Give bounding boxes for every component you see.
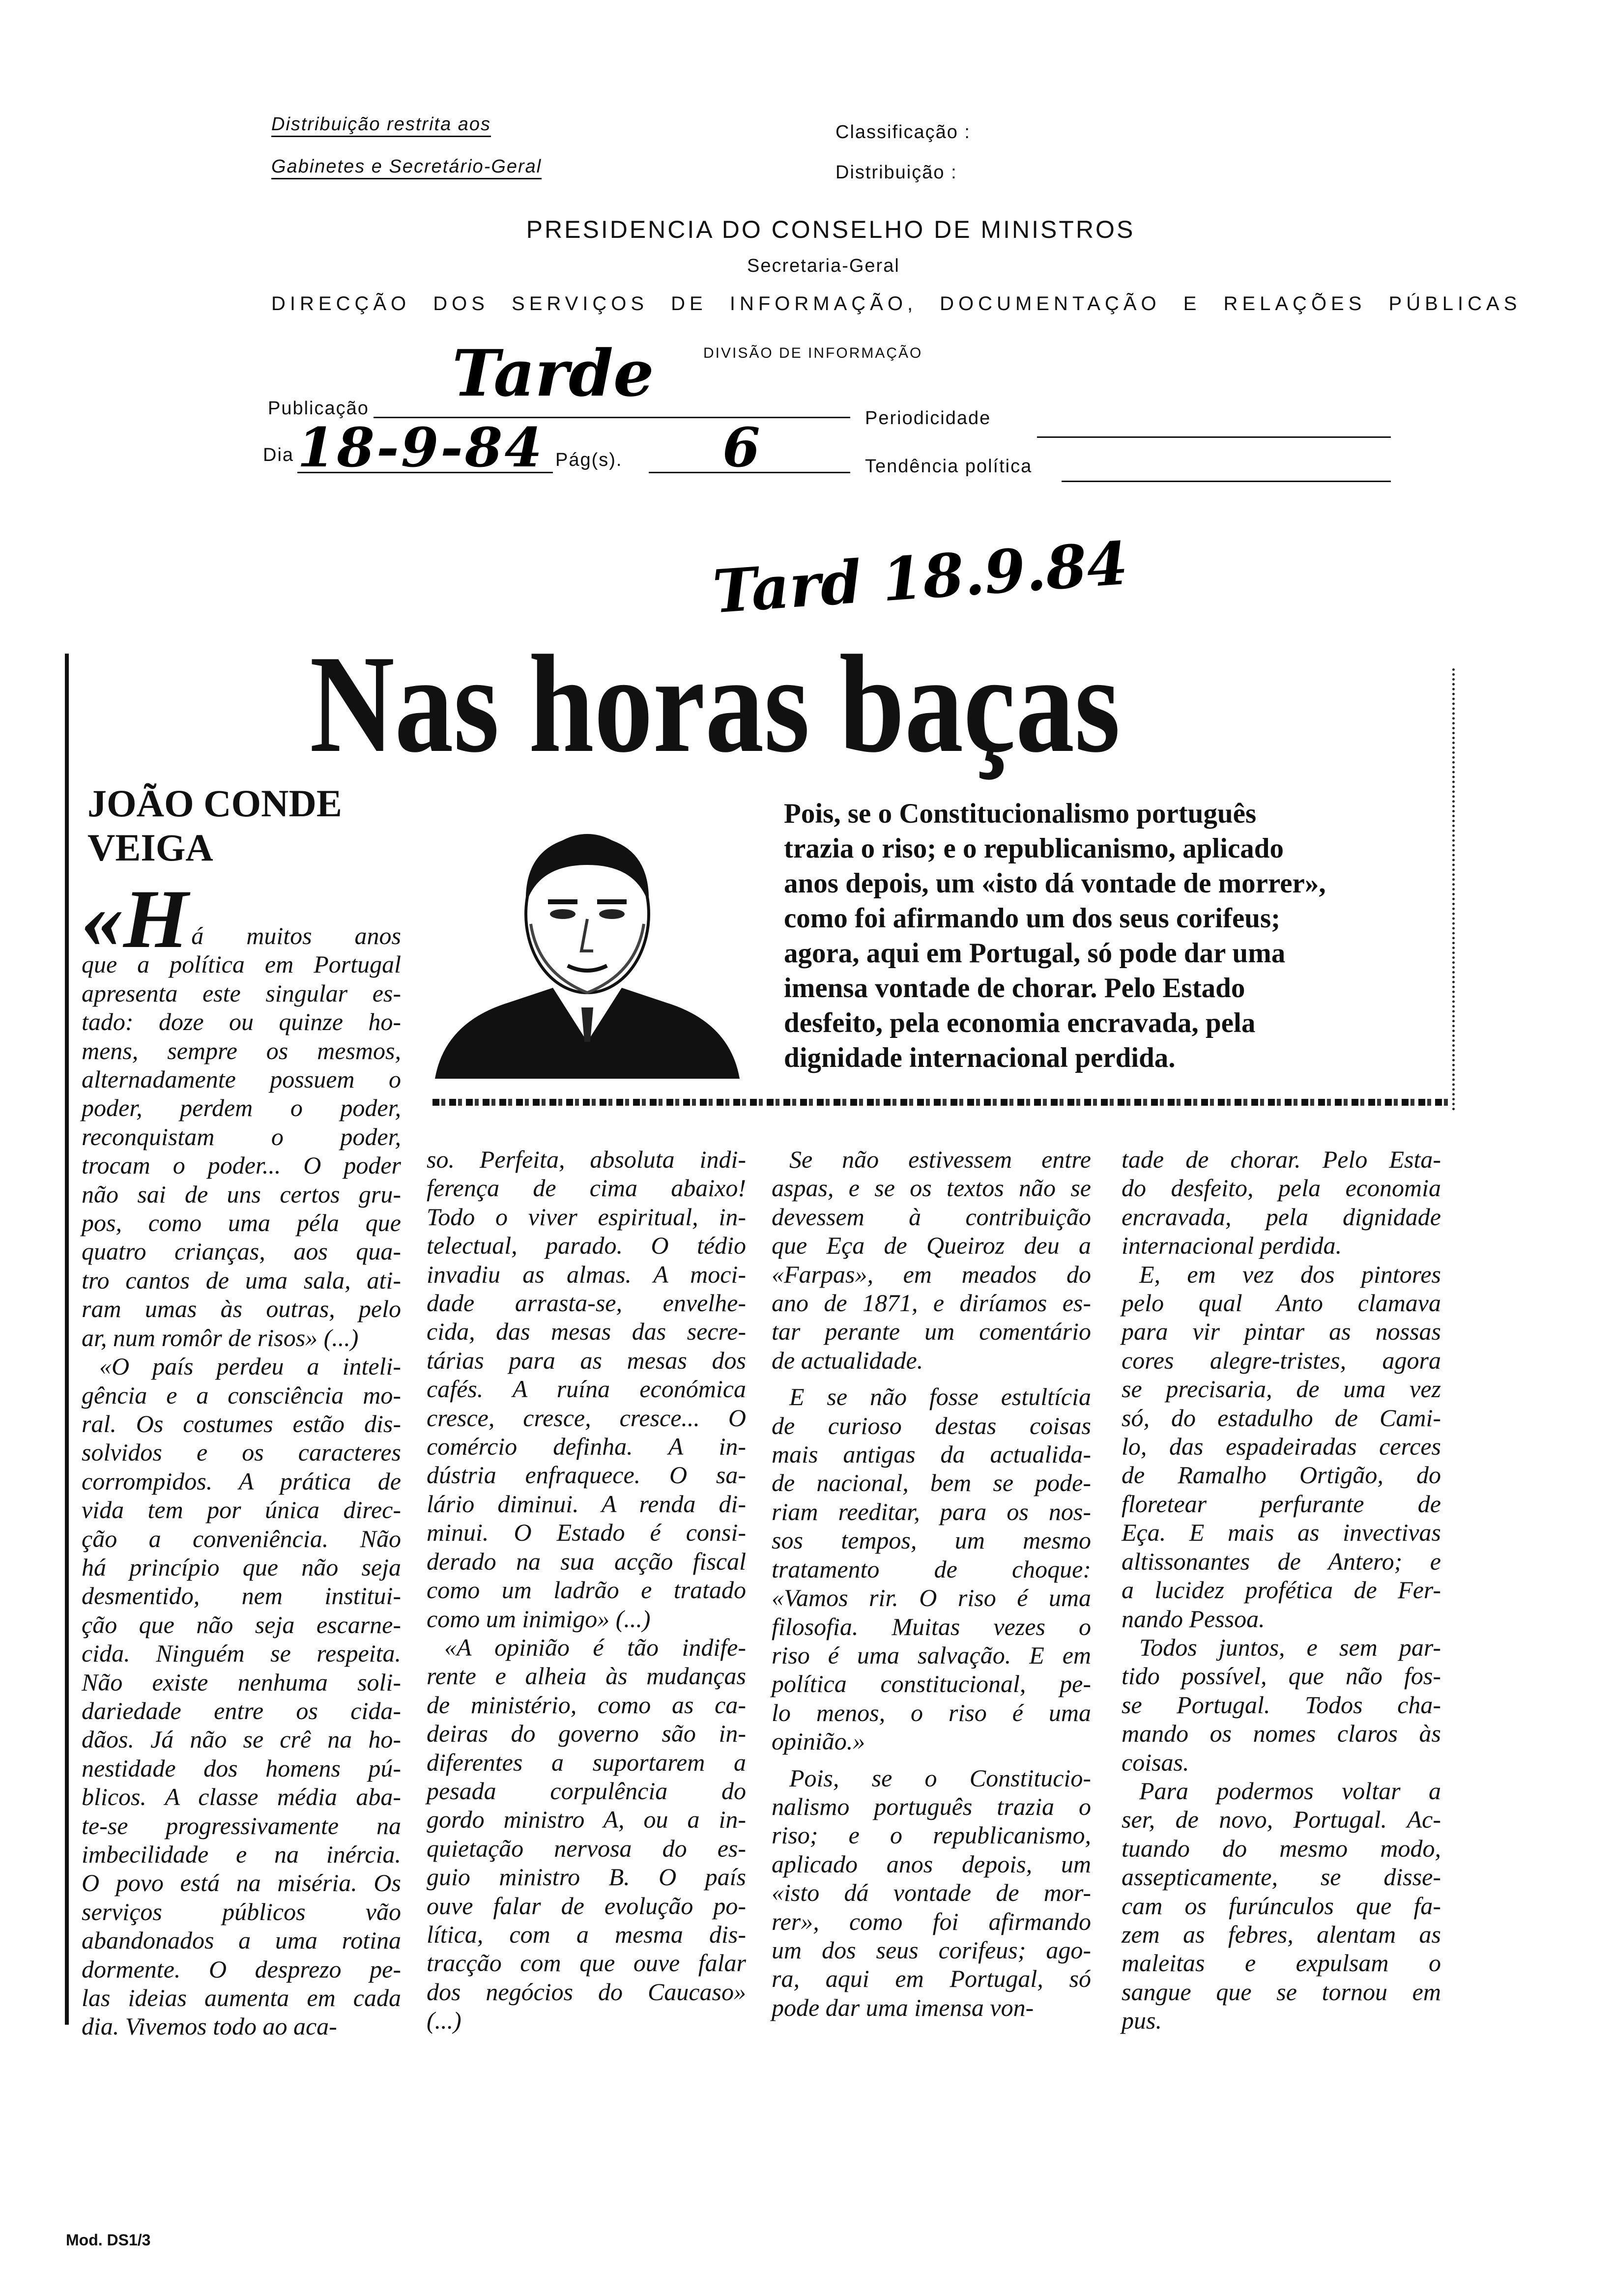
text-line: dade arrasta-se, envelhe- bbox=[427, 1289, 746, 1317]
text-line: cam os furúnculos que fa- bbox=[1122, 1892, 1441, 1920]
text-line: rer», como foi afirmando bbox=[772, 1907, 1091, 1935]
text-line: quietação nervosa do es- bbox=[427, 1834, 746, 1862]
text-line: ano de 1871, e diríamos es- bbox=[772, 1289, 1091, 1317]
text-line: alternadamente possuem o bbox=[82, 1065, 401, 1093]
text-line: opinião.» bbox=[772, 1727, 865, 1755]
portrait-image bbox=[425, 811, 749, 1079]
pags-label: Pág(s). bbox=[555, 450, 623, 470]
text-line: rente e alheia às mudanças bbox=[427, 1662, 746, 1690]
text-line: cresce, cresce, cresce... O bbox=[427, 1404, 746, 1432]
text-line: abandonados a uma rotina bbox=[82, 1926, 401, 1954]
text-line: se precisaria, de uma vez bbox=[1122, 1375, 1441, 1403]
text-line: filosofia. Muitas vezes o bbox=[772, 1612, 1091, 1640]
classificacao-label: Classificação : bbox=[835, 122, 971, 143]
form-code: Mod. DS1/3 bbox=[66, 2231, 151, 2249]
text-line: devessem à contribuição bbox=[772, 1203, 1091, 1231]
text-line: Se não estivessem entre bbox=[789, 1146, 1091, 1173]
text-line: imbecilidade e na inércia. bbox=[82, 1840, 401, 1868]
periodicidade-label: Periodicidade bbox=[865, 408, 991, 429]
text-line: «A opinião é tão indife- bbox=[444, 1633, 746, 1661]
text-line: política constitucional, pe- bbox=[772, 1670, 1091, 1698]
text-line: dústria enfraquece. O sa- bbox=[427, 1461, 746, 1489]
text-line: cida. Ninguém se respeita. bbox=[82, 1639, 401, 1667]
text-line: O povo está na miséria. Os bbox=[82, 1869, 401, 1897]
text-line: floretear perfurante de bbox=[1122, 1490, 1441, 1518]
text-line: tárias para as mesas dos bbox=[427, 1346, 746, 1374]
text-line: não sai de uns certos gru- bbox=[82, 1180, 401, 1208]
text-line: ar, num romôr de risos» (...) bbox=[82, 1323, 359, 1351]
text-line: que a política em Portugal bbox=[82, 950, 401, 978]
article-column-3 bbox=[772, 1145, 1091, 2030]
text-line: Eça. E mais as invectivas bbox=[1122, 1519, 1441, 1547]
text-line: (...) bbox=[427, 2007, 461, 2035]
text-line: Todos juntos, e sem par- bbox=[1139, 1633, 1441, 1661]
text-line: assepticamente, se disse- bbox=[1122, 1863, 1441, 1891]
text-line: de nacional, bem se pode- bbox=[772, 1469, 1091, 1497]
text-line: te-se progressivamente na bbox=[82, 1811, 401, 1839]
text-line: so. Perfeita, absoluta indi- bbox=[427, 1146, 746, 1173]
left-column-rule bbox=[65, 654, 69, 2025]
text-line: vida tem por única direc- bbox=[82, 1496, 401, 1524]
text-line: dãos. Já não se crê na ho- bbox=[82, 1725, 401, 1753]
restriction-text-1: Distribuição restrita aos bbox=[271, 114, 491, 137]
distribuicao-label: Distribuição : bbox=[835, 162, 957, 183]
text-line: ra, aqui em Portugal, só bbox=[772, 1965, 1091, 1993]
author-photo bbox=[425, 811, 749, 1079]
text-line: diferentes a suportarem a bbox=[427, 1748, 746, 1776]
text-line: mens, sempre os mesmos, bbox=[82, 1036, 401, 1064]
text-line: blicos. A classe média aba- bbox=[82, 1783, 401, 1811]
text-line: tado: doze ou quinze ho- bbox=[82, 1008, 401, 1036]
text-line: lário diminui. A renda di- bbox=[427, 1490, 746, 1518]
text-line: de Ramalho Ortigão, do bbox=[1122, 1461, 1441, 1489]
text-line: altissonantes de Antero; e bbox=[1122, 1547, 1441, 1575]
text-line: aplicado anos depois, um bbox=[772, 1850, 1091, 1878]
text-line: Todo o viver espiritual, in- bbox=[427, 1203, 746, 1231]
text-line: cores alegre-tristes, agora bbox=[1122, 1346, 1441, 1374]
text-line: sangue que se tornou em bbox=[1122, 1978, 1441, 2006]
dotted-divider bbox=[432, 1099, 1450, 1106]
text-line: se Portugal. Todos cha- bbox=[1122, 1691, 1441, 1719]
text-line: telectual, parado. O tédio bbox=[427, 1232, 746, 1260]
tendencia-label: Tendência política bbox=[865, 456, 1033, 477]
article-paragraph bbox=[772, 1382, 1091, 1755]
author-byline bbox=[87, 781, 342, 870]
text-line: «Farpas», em meados do bbox=[772, 1260, 1091, 1288]
text-line: desmentido, nem institui- bbox=[82, 1582, 401, 1610]
article-paragraph bbox=[1122, 1633, 1441, 1777]
text-line: «isto dá vontade de mor- bbox=[772, 1879, 1091, 1907]
article-deck bbox=[784, 796, 1452, 1075]
article-column-1 bbox=[82, 873, 401, 2041]
text-line: para vir pintar as nossas bbox=[1122, 1318, 1441, 1346]
text-line: encravada, pela dignidade bbox=[1122, 1203, 1441, 1231]
text-line: tracção com que ouve falar bbox=[427, 1949, 746, 1977]
text-line: do desfeito, pela economia bbox=[1122, 1174, 1441, 1202]
text-line: um dos seus corifeus; ago- bbox=[772, 1936, 1091, 1964]
tendencia-field bbox=[1062, 457, 1391, 482]
text-line: guio ministro B. O país bbox=[427, 1863, 746, 1891]
text-line: cida, das mesas das secre- bbox=[427, 1318, 746, 1346]
text-line: há princípio que não seja bbox=[82, 1553, 401, 1581]
text-line: maleitas e expulsam o bbox=[1122, 1949, 1441, 1977]
text-line: nalismo português trazia o bbox=[772, 1792, 1091, 1820]
text-line: quatro crianças, aos qua- bbox=[82, 1237, 401, 1265]
text-line: de actualidade. bbox=[772, 1346, 923, 1374]
text-line: riso é uma salvação. E em bbox=[772, 1641, 1091, 1669]
text-line: Para podermos voltar a bbox=[1139, 1777, 1441, 1805]
text-line: Não existe nenhuma soli- bbox=[82, 1668, 401, 1696]
text-line: pelo qual Anto clamava bbox=[1122, 1289, 1441, 1317]
article-paragraph bbox=[1122, 1145, 1441, 1260]
article-column-2 bbox=[427, 1145, 746, 2035]
text-line: deiras do governo são in- bbox=[427, 1720, 746, 1748]
text-line: internacional perdida. bbox=[1122, 1232, 1342, 1260]
text-line: corrompidos. A prática de bbox=[82, 1467, 401, 1495]
text-line: E se não fosse estultícia bbox=[789, 1383, 1091, 1411]
text-line: E, em vez dos pintores bbox=[1139, 1260, 1441, 1288]
text-line: ção que não seja escarne- bbox=[82, 1610, 401, 1638]
text-line: pos, como uma péla que bbox=[82, 1209, 401, 1237]
text-line: riam reeditar, para os nos- bbox=[772, 1497, 1091, 1525]
text-line: poder, perdem o poder, bbox=[82, 1094, 401, 1122]
article-paragraph bbox=[82, 1352, 401, 2041]
drop-cap: «H bbox=[82, 873, 189, 965]
text-line: dia. Vivemos todo ao aca- bbox=[82, 2012, 337, 2040]
text-line: lo menos, o riso é uma bbox=[772, 1698, 1091, 1726]
article-paragraph bbox=[772, 1764, 1091, 2022]
dia-field bbox=[297, 416, 553, 479]
text-line: reconquistam o poder, bbox=[82, 1122, 401, 1150]
text-line: «O país perdeu a inteli- bbox=[99, 1352, 401, 1380]
text-line: ção a conveniência. Não bbox=[82, 1524, 401, 1552]
text-line: ferença de cima abaixo! bbox=[427, 1174, 746, 1202]
text-line: trocam o poder... O poder bbox=[82, 1151, 401, 1179]
text-line: Pois, se o Constitucio- bbox=[789, 1764, 1091, 1792]
restriction-line-1 bbox=[271, 114, 491, 135]
text-line: sos tempos, um mesmo bbox=[772, 1526, 1091, 1554]
right-dotted-rule bbox=[1452, 668, 1455, 1111]
article-paragraph bbox=[1122, 1260, 1441, 1633]
text-line: derado na sua acção fiscal bbox=[427, 1547, 746, 1575]
text-line: ser, de novo, Portugal. Ac- bbox=[1122, 1806, 1441, 1834]
article-paragraph bbox=[427, 1633, 746, 2035]
article-headline: Nas horas baças bbox=[310, 626, 1121, 781]
deck-line: desfeito, pela economia encravada, pela bbox=[784, 1007, 1256, 1038]
text-line: aspas, e se os textos não se bbox=[772, 1174, 1091, 1202]
restriction-text-2: Gabinetes e Secretário-Geral bbox=[271, 156, 542, 179]
text-line: de ministério, como as ca- bbox=[427, 1691, 746, 1719]
org-subtitle: Secretaria-Geral bbox=[747, 256, 900, 276]
text-line: serviços públicos vão bbox=[82, 1897, 401, 1925]
publicacao-label: Publicação bbox=[268, 398, 369, 419]
deck-line: agora, aqui em Portugal, só pode dar uma bbox=[784, 938, 1286, 969]
deck-line: imensa vontade de chorar. Pelo Estado bbox=[784, 973, 1245, 1004]
text-line: nando Pessoa. bbox=[1122, 1605, 1265, 1633]
text-line: de curioso destas coisas bbox=[772, 1411, 1091, 1439]
text-line: minui. O Estado é consi- bbox=[427, 1519, 746, 1547]
text-line-content: á muitos anos bbox=[191, 922, 401, 949]
article-paragraph bbox=[82, 873, 401, 1352]
periodicidade-field bbox=[1037, 413, 1391, 438]
article-paragraph bbox=[772, 1145, 1091, 1375]
author-line-2: VEIGA bbox=[87, 826, 213, 869]
text-line: tido possível, que não fos- bbox=[1122, 1662, 1441, 1690]
dia-label: Dia bbox=[263, 445, 294, 465]
text-line: tratamento de choque: bbox=[772, 1555, 1091, 1583]
text-line: pus. bbox=[1122, 2007, 1162, 2035]
text-line: dormente. O desprezo pe- bbox=[82, 1955, 401, 1983]
direccao-line: DIRECÇÃO DOS SERVIÇOS DE INFORMAÇÃO, DOCUMENTAÇÃO E RELAÇÕES PÚBLICAS bbox=[271, 293, 1522, 315]
deck-line: Pois, se o Constitucionalismo português bbox=[784, 798, 1257, 829]
restriction-line-2 bbox=[271, 156, 542, 177]
text-line: comércio definha. A in- bbox=[427, 1433, 746, 1461]
deck-line: como foi afirmando um dos seus corifeus; bbox=[784, 903, 1281, 934]
text-line: invadiu as almas. A moci- bbox=[427, 1260, 746, 1288]
pags-field bbox=[649, 416, 850, 479]
text-line: tar perante um comentário bbox=[772, 1318, 1091, 1346]
pags-value: 6 bbox=[722, 416, 760, 479]
text-line: ouve falar de evolução po- bbox=[427, 1892, 746, 1920]
text-line: «Vamos rir. O riso é uma bbox=[772, 1584, 1091, 1612]
text-line: solvidos e os caracteres bbox=[82, 1438, 401, 1466]
text-line: riso; e o republicanismo, bbox=[772, 1821, 1091, 1849]
text-line: zem as febres, alentam as bbox=[1122, 1920, 1441, 1948]
deck-line: anos depois, um «isto dá vontade de morrer», bbox=[784, 868, 1326, 899]
article-paragraph bbox=[1122, 1777, 1441, 2035]
text-line: apresenta este singular es- bbox=[82, 979, 401, 1007]
publicacao-value: Tarde bbox=[452, 336, 654, 411]
text-line: a lucidez profética de Fer- bbox=[1122, 1576, 1441, 1604]
text-line: tade de chorar. Pelo Esta- bbox=[1122, 1146, 1441, 1173]
text-line: coisas. bbox=[1122, 1748, 1189, 1776]
deck-line: trazia o riso; e o republicanismo, aplicado bbox=[784, 833, 1284, 864]
text-line: como um ladrão e tratado bbox=[427, 1576, 746, 1604]
publicacao-field bbox=[374, 336, 850, 418]
dia-value: 18-9-84 bbox=[297, 416, 544, 479]
deck-line: dignidade internacional perdida. bbox=[784, 1042, 1176, 1073]
org-title: PRESIDENCIA DO CONSELHO DE MINISTROS bbox=[526, 216, 1135, 243]
text-line: nestidade dos homens pú- bbox=[82, 1754, 401, 1782]
author-line-1: JOÃO CONDE bbox=[87, 782, 342, 825]
text-line: como um inimigo» (...) bbox=[427, 1605, 651, 1633]
divisao-line: DIVISÃO DE INFORMAÇÃO bbox=[703, 345, 923, 361]
text-line: que Eça de Queiroz deu a bbox=[772, 1232, 1091, 1260]
text-line: cafés. A ruína económica bbox=[427, 1375, 746, 1403]
text-line: lítica, com a mesma dis- bbox=[427, 1920, 746, 1948]
text-line: lo, das espadeiradas cerces bbox=[1122, 1433, 1441, 1461]
text-line: dos negócios do Caucaso» bbox=[427, 1978, 746, 2006]
article-paragraph bbox=[427, 1145, 746, 1633]
text-line: ral. Os costumes estão dis- bbox=[82, 1409, 401, 1437]
text-line: mais antigas da actualida- bbox=[772, 1440, 1091, 1468]
article-column-4 bbox=[1122, 1145, 1441, 2035]
text-line: só, do estadulho de Cami- bbox=[1122, 1404, 1441, 1432]
text-line: las ideias aumenta em cada bbox=[82, 1984, 401, 2012]
text-line: tro cantos de uma sala, ati- bbox=[82, 1266, 401, 1294]
text-line: pesada corpulência do bbox=[427, 1777, 746, 1805]
text-line: ram umas às outras, pelo bbox=[82, 1295, 401, 1323]
text-line: mando os nomes claros às bbox=[1122, 1720, 1441, 1748]
text-line: pode dar uma imensa von- bbox=[772, 1993, 1034, 2021]
text-line: tuando do mesmo modo, bbox=[1122, 1834, 1441, 1862]
text-line: gordo ministro A, ou a in- bbox=[427, 1806, 746, 1834]
handwritten-note: Tard 18.9.84 bbox=[711, 528, 1130, 627]
text-line: gência e a consciência mo- bbox=[82, 1381, 401, 1409]
text-line: dariedade entre os cida- bbox=[82, 1696, 401, 1724]
